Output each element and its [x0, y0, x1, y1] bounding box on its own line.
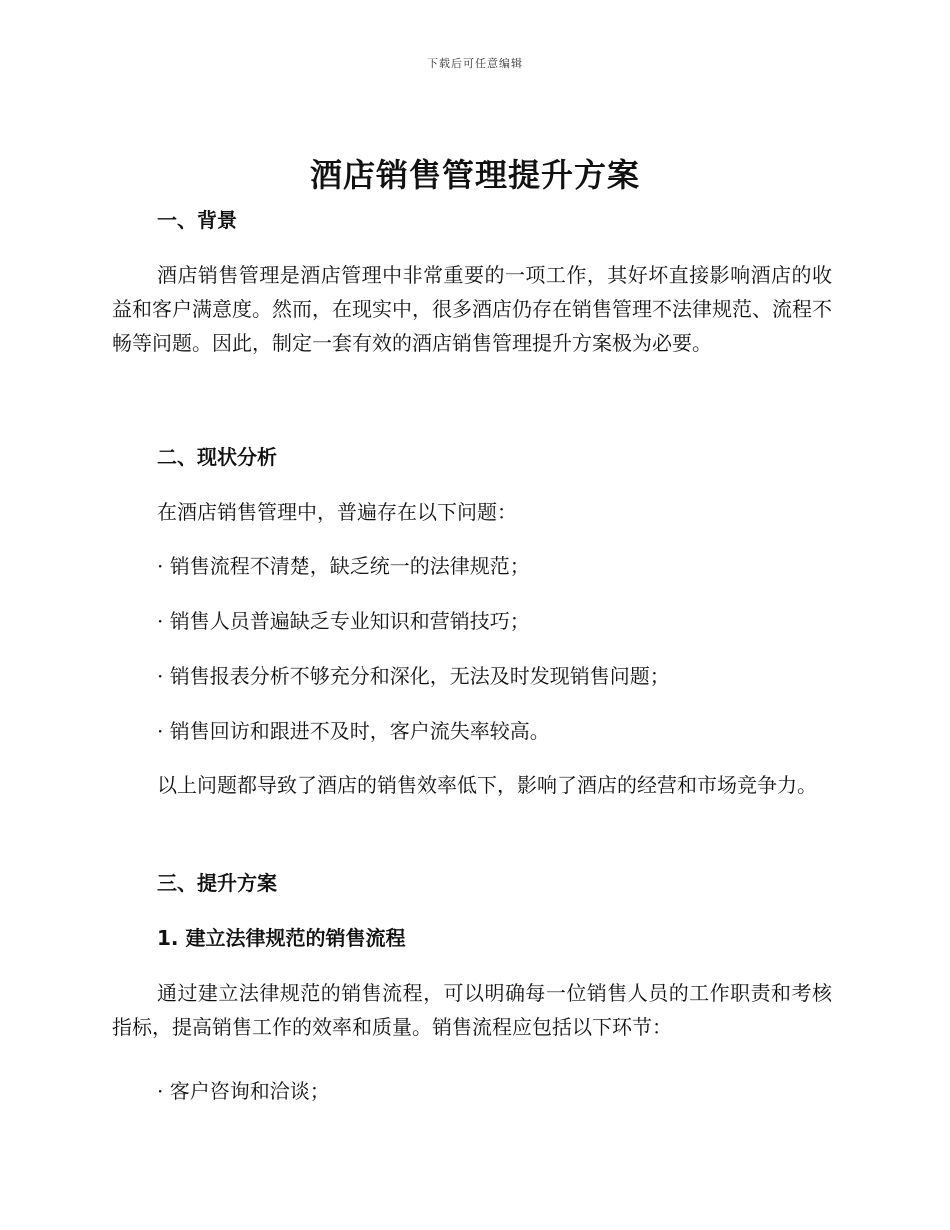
analysis-conclusion: 以上问题都导致了酒店的销售效率低下，影响了酒店的经营和市场竞争力。: [157, 773, 817, 797]
analysis-bullet-3: · 销售报表分析不够充分和深化，无法及时发现销售问题；: [157, 664, 670, 688]
analysis-bullet-4: · 销售回访和跟进不及时，客户流失率较高。: [157, 719, 550, 743]
background-paragraph: 酒店销售管理是酒店管理中非常重要的一项工作，其好坏直接影响酒店的收益和客户满意度。然而，在现实中，很多酒店仍存在销售管理不法律规范、流程不畅等问题。因此，制定一套有效的酒店销售管理提升方案极为必要。: [112, 263, 832, 355]
subsection-heading-1: 1. 建立法律规范的销售流程: [157, 926, 406, 950]
analysis-bullet-2: · 销售人员普遍缺乏专业知识和营销技巧；: [157, 609, 530, 633]
plan-sub1-paragraph: 通过建立法律规范的销售流程，可以明确每一位销售人员的工作职责和考核指标，提高销售工作的效率和质量。销售流程应包括以下环节：: [112, 981, 832, 1039]
plan-sub1-bullet-1: · 客户咨询和洽谈；: [157, 1079, 330, 1103]
analysis-intro: 在酒店销售管理中，普遍存在以下问题：: [157, 500, 517, 524]
section-heading-plan: 三、提升方案: [157, 871, 277, 895]
analysis-bullet-1: · 销售流程不清楚，缺乏统一的法律规范；: [157, 554, 530, 578]
header-note: 下载后可任意编辑: [427, 57, 523, 70]
section-heading-background: 一、背景: [157, 208, 237, 232]
section-heading-analysis: 二、现状分析: [157, 445, 277, 469]
document-title: 酒店销售管理提升方案: [309, 156, 640, 194]
